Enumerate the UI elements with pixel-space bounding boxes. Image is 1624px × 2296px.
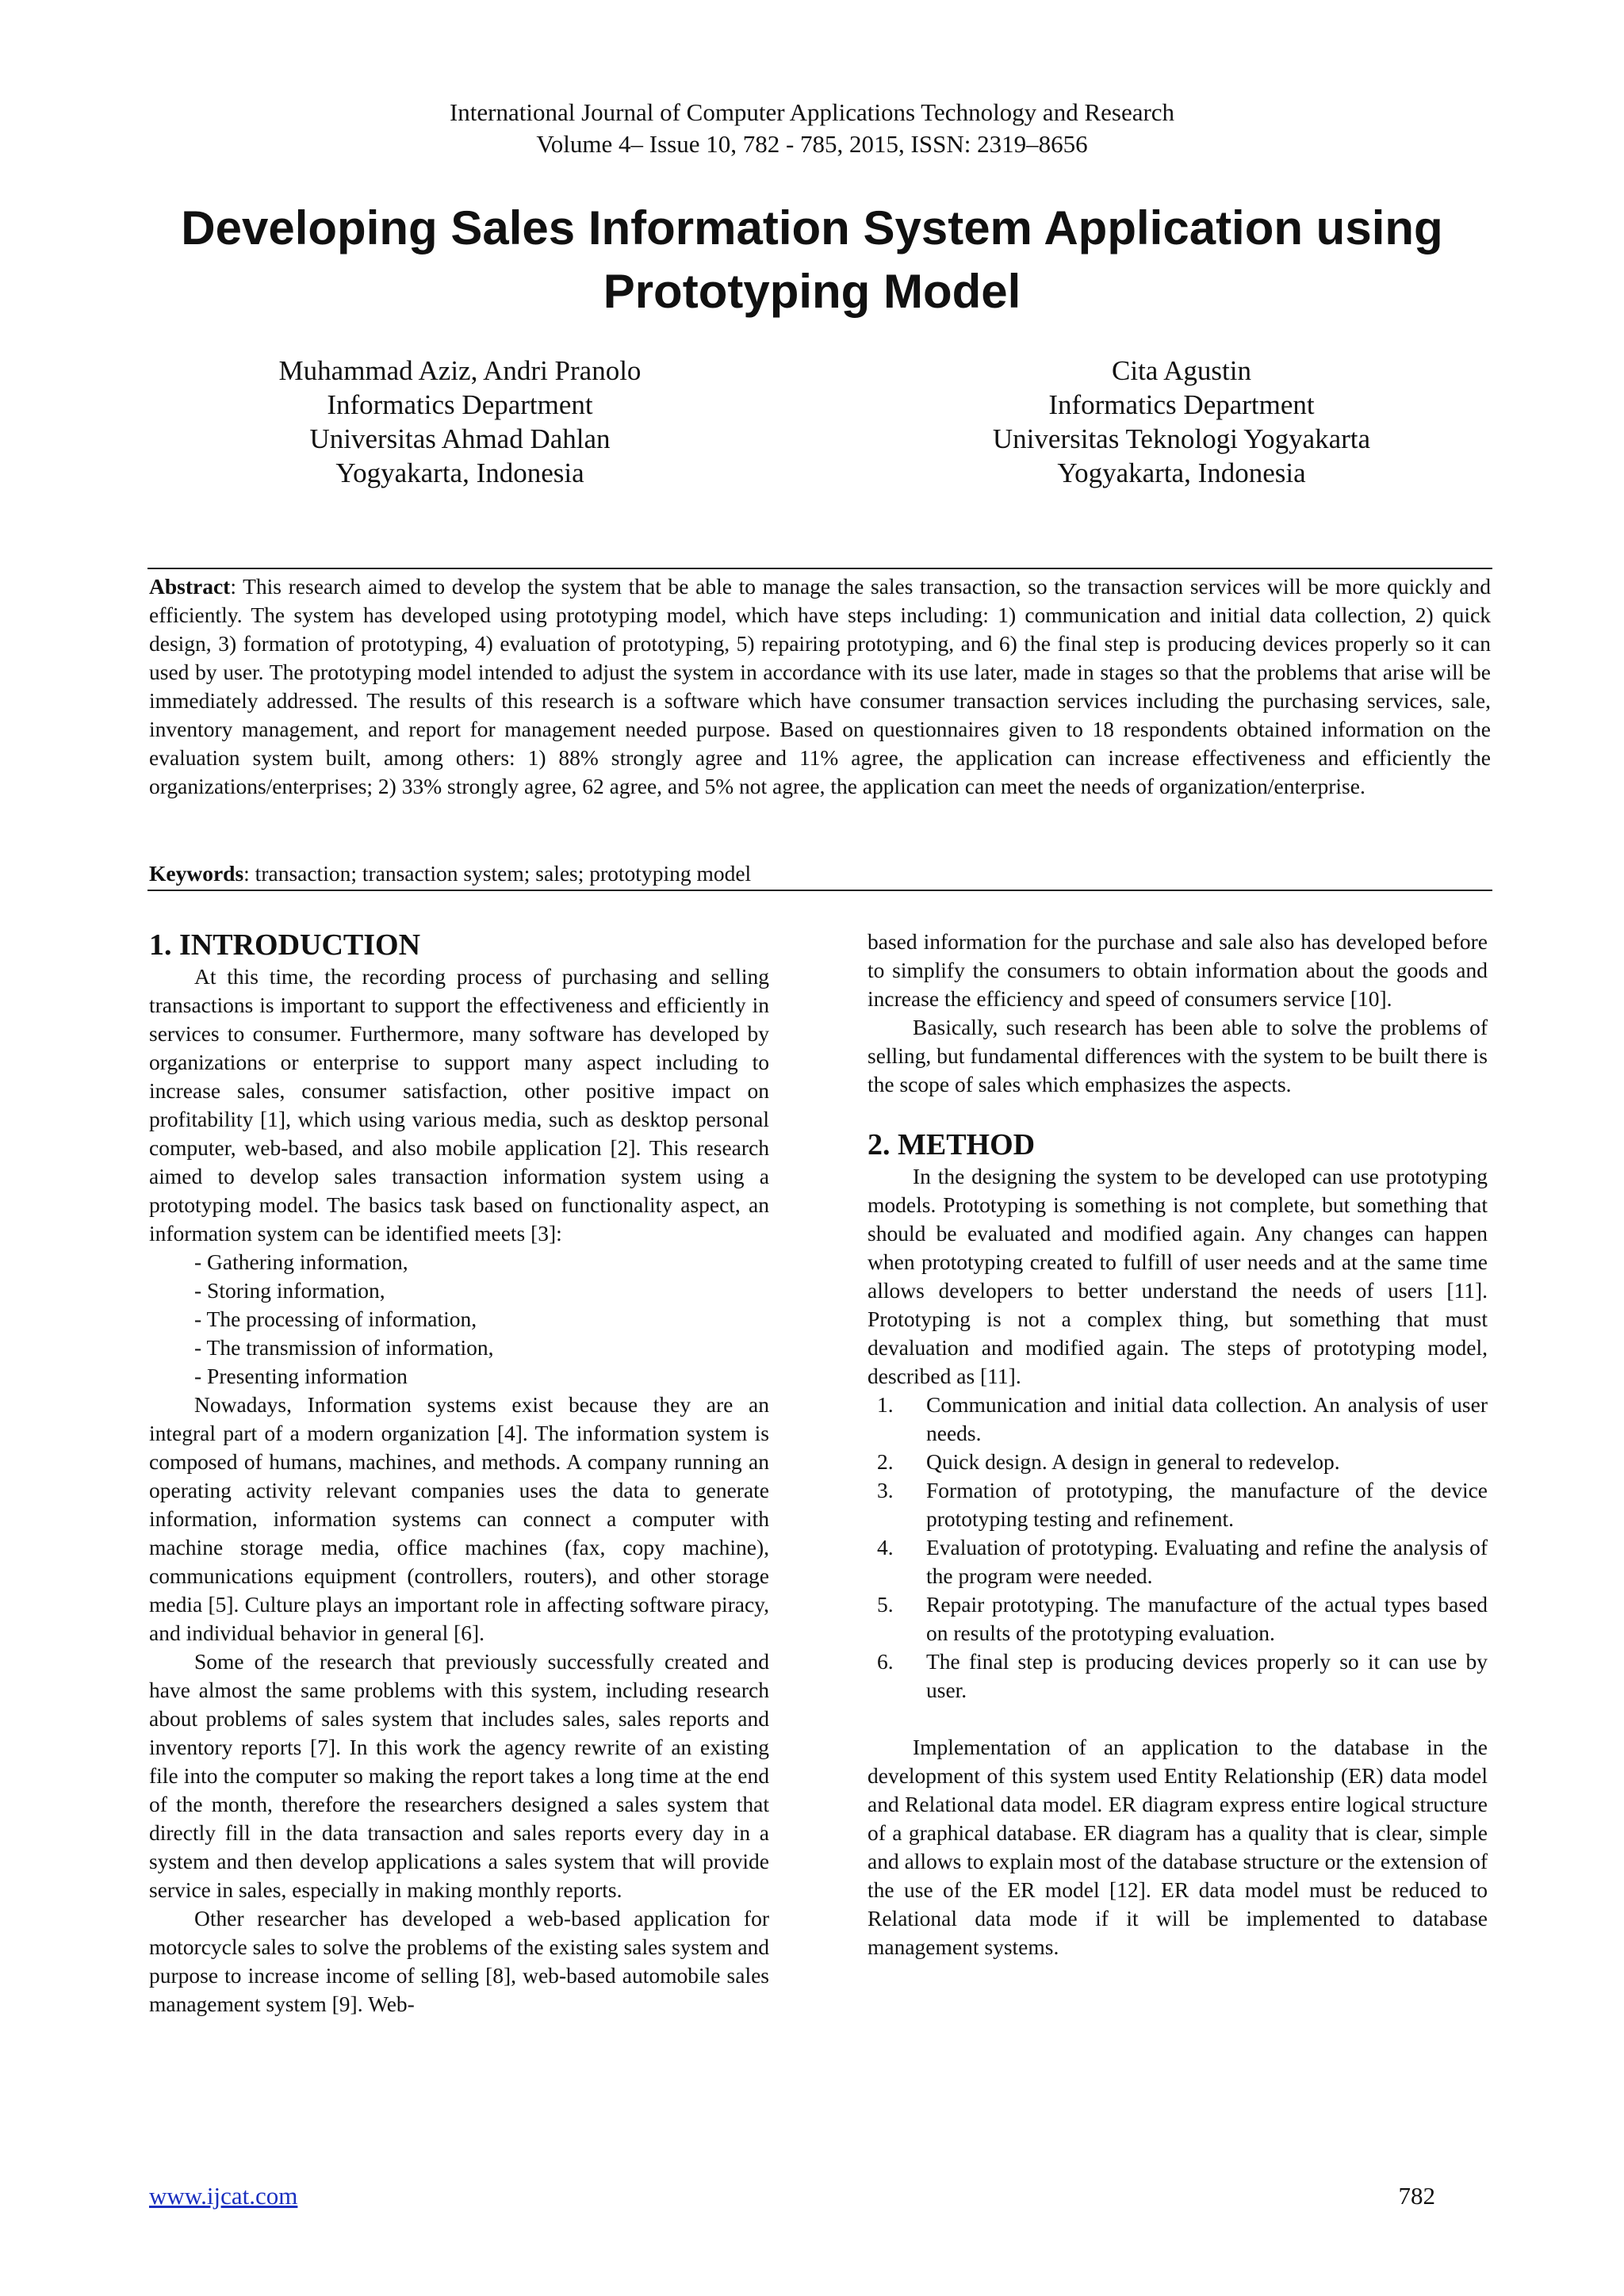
method-paragraph-1: In the designing the system to be developed can use prototyping models. Prototyping is something is not complete, but something that should be evaluated and modified again. Any changes can happen when prototyping created to fulfill of user needs and at the same time allows developers to better understand the needs of users [11]. Prototyping is not a complex thing, but something that must devaluation and modified again. The steps of prototyping model, described as [11]. <box>868 1164 1488 1388</box>
step-text: Repair prototyping. The manufacture of the actual types based on results of the prototyping evaluation. <box>926 1592 1488 1645</box>
method-heading: 2. METHOD <box>868 1128 1036 1161</box>
abstract <box>149 572 1491 801</box>
method-paragraph-2: Implementation of an application to the database in the development of this system used Entity Relationship (ER) data model and Relational data model. ER diagram express entire logical structure of a graphical database. ER diagram has a quality that is clear, simple and allows to explain most of the database structure or the extension of the use of the ER model [12]. ER data model must be reduced to Relational data mode if it will be implemented to database management systems. <box>868 1735 1488 1959</box>
list-item: - The transmission of information, <box>194 1335 494 1360</box>
list-item <box>868 1647 1488 1705</box>
author-location: Yogyakarta, Indonesia <box>335 457 584 488</box>
list-item: - The processing of information, <box>194 1307 477 1331</box>
list-item <box>868 1448 1488 1476</box>
keywords <box>149 859 1491 888</box>
list-item <box>868 1590 1488 1647</box>
intro-paragraph-2: Nowadays, Information systems exist because they are an integral part of a modern organization [4]. The information system is composed of humans, machines, and methods. A company running an operating activity relevant companies uses the data to generate information, information systems can connect a computer with machine storage media, office machines (fax, copy machine), communications equipment (controllers, routers), and other storage media [5]. Culture plays an important role in affecting software piracy, and individual behavior in general [6]. <box>149 1392 769 1645</box>
keywords-text: : transaction; transaction system; sales; prototyping model <box>243 861 752 886</box>
author-location: Yogyakarta, Indonesia <box>1057 457 1306 488</box>
step-text: Communication and initial data collection. An analysis of user needs. <box>926 1392 1488 1445</box>
author-block-2 <box>944 354 1419 490</box>
list-item <box>868 1476 1488 1533</box>
abstract-text: : This research aimed to develop the system that be able to manage the sales transaction, so the transaction services will be more quickly and efficiently. The system has developed using prototyping model, which have steps including: 1) communication and initial data collection, 2) quick design, 3) formation of prototyping, 4) evaluation of prototyping, 5) repairing prototyping, and 6) the final step is producing devices properly so it can used by user. The prototyping model intended to adjust the system in accordance with its use later, made in stages so that the problems that arise will be immediately addressed. The results of this research is a software which have consumer transaction services including the purchasing services, sale, inventory management, and report for management needed purpose. Based on questionnaires given to 18 respondents obtained information on the evaluation system built, among others: 1) 88% strongly agree and 11% agree, the application can increase effectiveness and efficiently the organizations/enterprises; 2) 33% strongly agree, 62 agree, and 5% not agree, the application can meet the needs of organization/enterprise. <box>149 574 1491 798</box>
intro-paragraph-1: At this time, the recording process of purchasing and selling transactions is important to support the effectiveness and efficiently in services to consumer. Furthermore, many software has developed by organizations or enterprise to support many aspect including to increase sales, consumer satisfaction, other positive impact on profitability [1], which using various media, such as desktop personal computer, web-based, and also mobile application [2]. This research aimed to develop sales transaction information system using a prototyping model. The basics task based on functionality aspect, an information system can be identified meets [3]: <box>149 964 769 1246</box>
keywords-bottom-rule <box>147 890 1492 891</box>
step-number: 1. <box>877 1392 894 1417</box>
journal-website-link[interactable]: www.ijcat.com <box>149 2182 298 2210</box>
step-number: 4. <box>877 1535 894 1559</box>
list-item <box>868 1533 1488 1590</box>
step-text: Evaluation of prototyping. Evaluating and refine the analysis of the program were needed. <box>926 1535 1488 1588</box>
abstract-label: Abstract <box>149 574 231 599</box>
abstract-top-rule <box>147 568 1492 569</box>
step-number: 2. <box>877 1449 894 1474</box>
journal-header <box>0 97 1624 160</box>
intro-paragraph-5: Basically, such research has been able to solve the problems of selling, but fundamental differences with the system to be built there is the scope of sales which emphasizes the aspects. <box>868 1015 1488 1096</box>
intro-paragraph-4: Other researcher has developed a web-based application for motorcycle sales to solve the problems of the existing sales system and purpose to increase income of selling [8], web-based automobile sales management system [9]. Web- <box>149 1906 769 2016</box>
list-item: - Gathering information, <box>194 1249 408 1274</box>
author-names: Cita Agustin <box>1112 355 1251 386</box>
step-number: 3. <box>877 1478 894 1502</box>
right-column <box>868 928 1488 1961</box>
journal-volume: Volume 4– Issue 10, 782 - 785, 2015, ISSN: 2319–8656 <box>536 130 1088 158</box>
function-list <box>149 1248 769 1391</box>
keywords-label: Keywords <box>149 861 244 886</box>
left-column <box>149 928 769 2019</box>
author-names: Muhammad Aziz, Andri Pranolo <box>278 355 642 386</box>
journal-name: International Journal of Computer Applications Technology and Research <box>449 98 1175 126</box>
author-department: Informatics Department <box>327 389 593 420</box>
author-department: Informatics Department <box>1048 389 1315 420</box>
step-text: The final step is producing devices properly so it can use by user. <box>926 1649 1488 1702</box>
step-text: Quick design. A design in general to redevelop. <box>926 1449 1340 1474</box>
page-number: 782 <box>1398 2182 1435 2210</box>
intro-paragraph-3: Some of the research that previously successfully created and have almost the same problems with this system, including research about problems of sales system that includes sales, sales reports and inventory reports [7]. In this work the agency rewrite of an existing file into the computer so making the report takes a long time at the end of the month, therefore the researchers designed a sales system that directly fill in the data transaction and sales reports every day in a system and then develop applications a sales system that will provide service in sales, especially in making monthly reports. <box>149 1649 769 1902</box>
prototyping-steps-list <box>868 1391 1488 1705</box>
list-item: - Presenting information <box>194 1364 408 1388</box>
author-university: Universitas Ahmad Dahlan <box>309 423 611 454</box>
step-number: 6. <box>877 1649 894 1674</box>
list-item <box>868 1391 1488 1448</box>
step-text: Formation of prototyping, the manufacture of the device prototyping testing and refinement. <box>926 1478 1488 1531</box>
step-number: 5. <box>877 1592 894 1617</box>
author-university: Universitas Teknologi Yogyakarta <box>992 423 1371 454</box>
paper-title: Developing Sales Information System Application using Prototyping Model <box>181 201 1443 318</box>
author-block-1 <box>230 354 690 490</box>
introduction-heading: 1. INTRODUCTION <box>149 928 421 962</box>
list-item: - Storing information, <box>194 1278 385 1303</box>
intro-paragraph-continued: based information for the purchase and sale also has developed before to simplify the consumers to obtain information about the goods and increase the efficiency and speed of consumers service [10]. <box>868 929 1488 1011</box>
